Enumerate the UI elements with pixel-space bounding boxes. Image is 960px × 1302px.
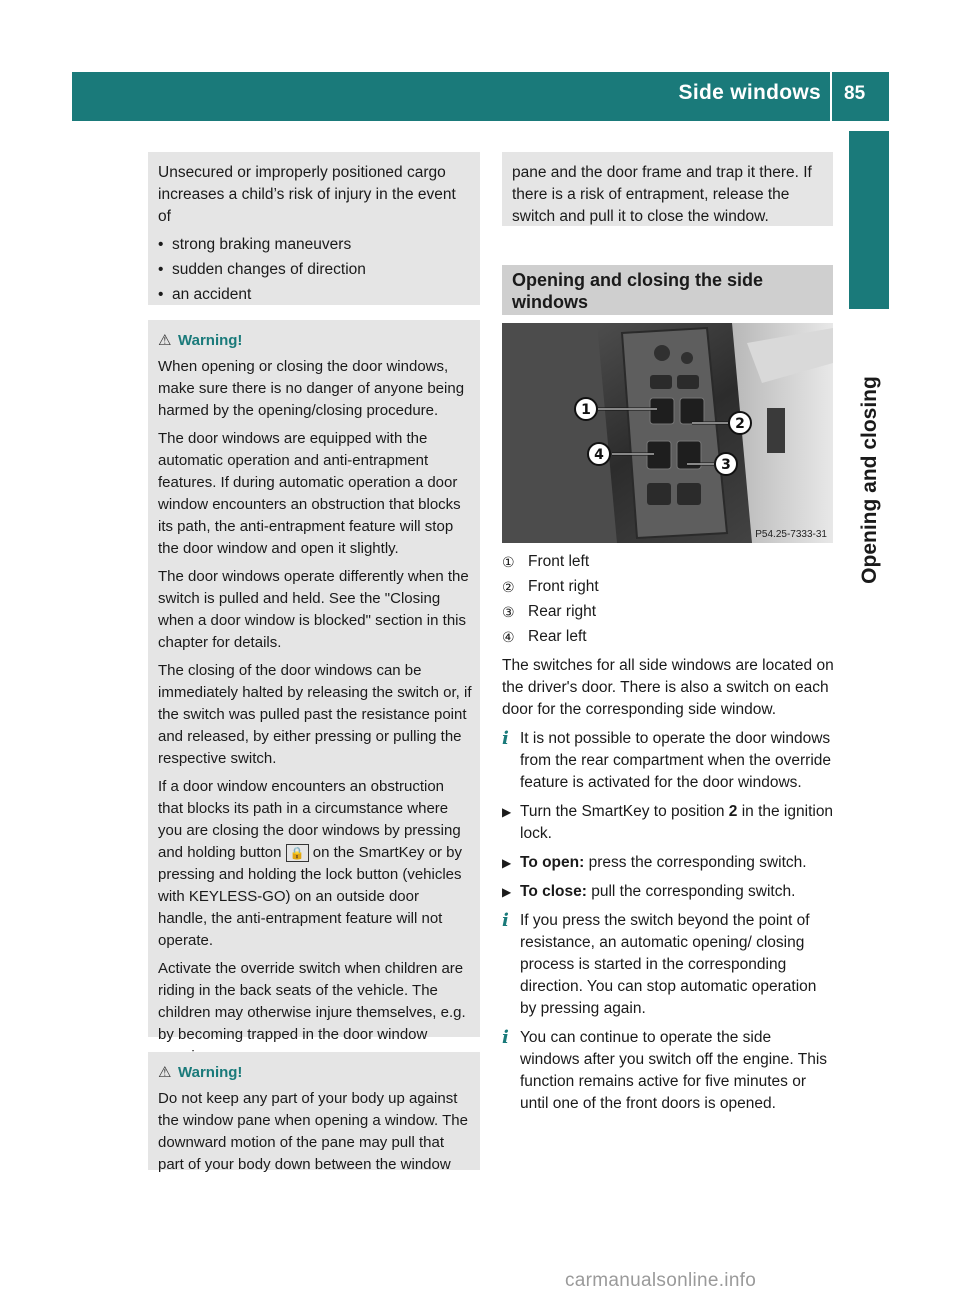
cargo-intro: Unsecured or improperly positioned cargo increases a child’s risk of injury in the event of: [158, 164, 456, 225]
svg-text:4: 4: [594, 447, 604, 463]
warning-triangle-icon: ⚠: [158, 1064, 172, 1081]
info-note: i You can continue to operate the side windows after you switch off the engine. This function remains active for five minutes or until one of the front doors is opened.: [502, 1027, 834, 1115]
step: ▶ To close: pull the corresponding switch.: [502, 881, 834, 903]
door-switch-photo: [502, 323, 833, 543]
step-arrow-icon: ▶: [502, 856, 512, 870]
info-icon: i: [502, 728, 509, 749]
section-tab: [852, 320, 888, 640]
list-item: • strong braking maneuvers: [158, 234, 472, 256]
info-note: i If you press the switch beyond the point of resistance, an automatic opening/ closing process is started in the corresponding direction. You can stop automatic operation by pressing again.: [502, 910, 834, 1020]
bullet-icon: •: [158, 286, 164, 303]
callout-2: [729, 412, 751, 434]
warning-continuation-text: pane and the door frame and trap it there. If there is a risk of entrapment, release the switch and pull it to close the window.: [512, 164, 812, 225]
legend-item: ③ Rear right: [502, 601, 834, 623]
list-item: • an accident: [158, 284, 472, 306]
cargo-bullet-list: [158, 234, 472, 306]
warning-paragraph: Activate the override switch when children are riding in the back seats of the vehicle. The children may otherwise injure themselves, e.g. by becoming trapped in the door window: [158, 960, 466, 1043]
callout-4: [588, 443, 610, 465]
right-column-text: [502, 551, 834, 1122]
header-divider: [830, 72, 832, 121]
callout-1: [575, 398, 597, 420]
info-icon: i: [502, 910, 509, 931]
cargo-note-box: [148, 152, 480, 305]
svg-text:3: 3: [721, 457, 731, 473]
page-title: Side windows: [678, 81, 821, 104]
warning-box-2: [148, 1052, 480, 1173]
svg-text:1: 1: [581, 402, 591, 418]
bullet-icon: •: [158, 261, 164, 278]
warning-continuation-box: [502, 152, 833, 226]
legend-number: ①: [502, 554, 515, 570]
info-note: i It is not possible to operate the door windows from the rear compartment when the override feature is activated for the door windows.: [502, 728, 834, 794]
section-tab-label: Opening and closing: [858, 376, 881, 584]
legend-number: ④: [502, 629, 515, 645]
warning-box-1: [148, 320, 480, 1043]
door-switch-illustration: [502, 323, 833, 543]
bullet-icon: •: [158, 236, 164, 253]
warning-heading: ⚠ Warning!: [158, 1062, 472, 1084]
legend-number: ②: [502, 579, 515, 595]
list-item: • sudden changes of direction: [158, 259, 472, 281]
warning-heading: ⚠ Warning!: [158, 330, 472, 352]
legend-item: ④ Rear left: [502, 626, 834, 648]
warning-paragraph: Do not keep any part of your body up against the window pane when opening a window. The downward motion of the pane may pull that part of your body down between the window: [158, 1090, 468, 1173]
step-arrow-icon: ▶: [502, 885, 512, 899]
legend-item: ② Front right: [502, 576, 834, 598]
step: ▶ To open: press the corresponding switch.: [502, 852, 834, 874]
step-arrow-icon: ▶: [502, 805, 512, 819]
section-heading: Opening and closing the side windows: [502, 265, 833, 315]
legend-number: ③: [502, 604, 515, 620]
step: ▶ Turn the SmartKey to position 2 in the ignition lock.: [502, 801, 834, 845]
warning-paragraph: When opening or closing the door windows, make sure there is no danger of anyone being harmed by the opening/closing procedure.: [158, 358, 465, 419]
smartkey-lock-icon: 🔒: [286, 844, 309, 862]
legend-item: ① Front left: [502, 551, 834, 573]
info-icon: i: [502, 1027, 509, 1048]
photo-code: P54.25-7333-31: [755, 529, 827, 540]
warning-paragraph: The door windows are equipped with the automatic operation and anti-entrapment features. If during automatic operation a door window encounters an obstruction that blocks its path, the anti-entrapment feature will stop the door window and open it slightly.: [158, 430, 461, 557]
warning-paragraph: The door windows operate differently when the switch is pulled and held. See the "Closing when a door window is blocked" section in this chapter for details.: [158, 568, 469, 651]
watermark: carmanualsonline.info: [565, 1270, 757, 1291]
paragraph: The switches for all side windows are located on the driver's door. There is also a switch on each door for the corresponding side window.: [502, 657, 834, 718]
warning-paragraph: If a door window encounters an obstruction that blocks its path in a circumstance where you are closing the door windows by pressing and holding button 🔒 on the SmartKey or by pressing and holding the lock button (vehicles with KEYLESS-GO) on an outside door handle, the anti-entrapment feature will not operate.: [158, 778, 462, 949]
svg-text:2: 2: [735, 416, 745, 432]
header-bar: [72, 72, 889, 121]
section-tab-marker: [849, 131, 889, 309]
warning-paragraph: The closing of the door windows can be immediately halted by releasing the switch or, if the switch was pulled past the resistance point and released, by either pressing or pulling the respective switch.: [158, 662, 472, 767]
warning-triangle-icon: ⚠: [158, 332, 172, 349]
page-number: 85: [844, 83, 866, 104]
callout-3: [715, 453, 737, 475]
